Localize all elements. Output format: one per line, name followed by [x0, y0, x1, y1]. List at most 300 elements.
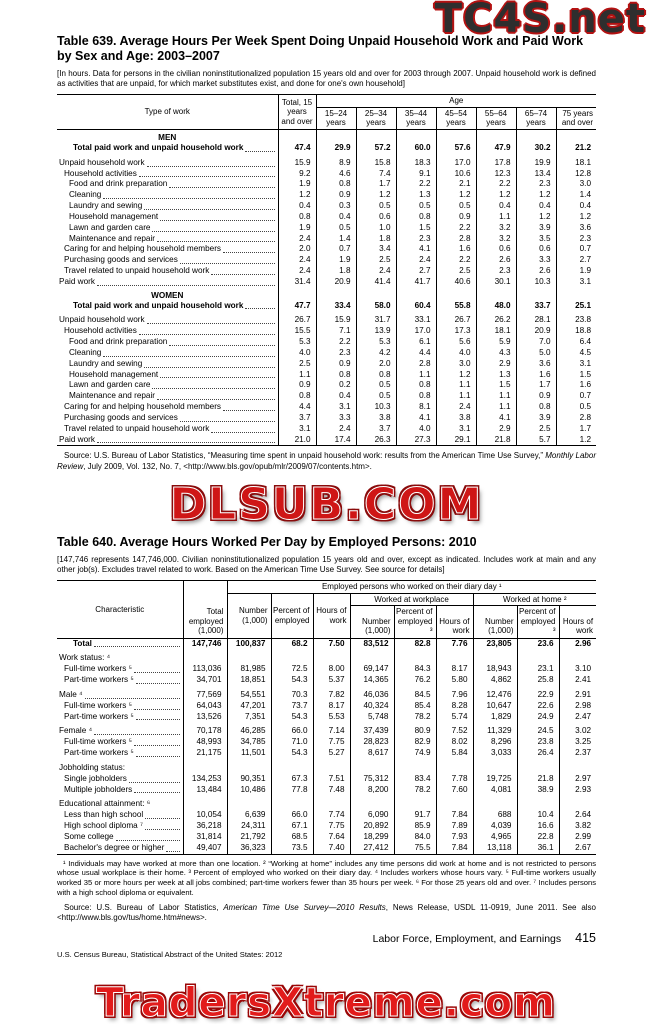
row-label-wrap [73, 301, 278, 312]
value-cell: 60.4 [396, 301, 436, 312]
value-cell: 2.2 [316, 337, 356, 348]
value-cell: 0.4 [516, 201, 556, 212]
value-cell: 77,569 [183, 686, 227, 701]
sex-heading: WOMEN [151, 290, 184, 300]
table-639 [57, 94, 596, 446]
table-639-title: Table 639. Average Hours Per Week Spent Doing Unpaid Household Work and Paid Work by Sex and Age: 2003–2007 [57, 34, 584, 63]
row-label-cell [57, 223, 278, 234]
row-label-wrap [73, 639, 183, 650]
value-cell: 37,439 [350, 722, 394, 737]
value-cell: 10.3 [356, 402, 396, 413]
value-cell: 19,725 [473, 774, 517, 785]
table-row [57, 380, 596, 391]
row-label-wrap [69, 391, 278, 402]
value-cell: 26.7 [436, 311, 476, 326]
value-cell: 31.4 [278, 277, 316, 288]
row-label-wrap [64, 326, 278, 337]
value-cell: 0.6 [516, 244, 556, 255]
row-label-cell [57, 701, 183, 712]
value-cell: 17.0 [396, 326, 436, 337]
page-footer [57, 931, 596, 945]
table-row [57, 810, 596, 821]
value-cell: 1.2 [436, 370, 476, 381]
value-cell: 47.7 [278, 301, 316, 312]
row-label: Part-time workers ⁵ [64, 711, 134, 721]
empty-cell [227, 649, 271, 664]
row-label-wrap [64, 843, 183, 854]
value-cell: 134,253 [183, 774, 227, 785]
sex-heading: MEN [158, 132, 177, 142]
value-cell: 2.64 [559, 810, 596, 821]
row-label-cell [57, 832, 183, 843]
total-employed-header: Total employed (1,000) [183, 580, 227, 638]
dot-leader [103, 198, 274, 199]
row-label: Less than high school [64, 810, 144, 820]
value-cell: 1.1 [436, 380, 476, 391]
dot-leader [169, 345, 274, 346]
value-cell: 1.2 [556, 435, 596, 446]
row-label-cell [57, 748, 183, 759]
row-label: Total paid work and unpaid household work [73, 300, 244, 310]
value-cell: 7.84 [436, 810, 473, 821]
row-label-cell [57, 359, 278, 370]
value-cell: 48,993 [183, 737, 227, 748]
value-cell: 1.5 [476, 380, 516, 391]
value-cell: 0.8 [278, 391, 316, 402]
value-cell: 33.1 [396, 311, 436, 326]
value-cell: 0.4 [316, 212, 356, 223]
empty-cell [278, 129, 316, 143]
value-cell: 23.1 [517, 664, 559, 675]
table-640 [57, 580, 596, 855]
value-cell: 7,351 [227, 712, 271, 723]
table-row [57, 244, 596, 255]
value-cell: 1.6 [436, 244, 476, 255]
home-percent-header: Percent of employed ³ [517, 606, 559, 638]
empty-cell [356, 129, 396, 143]
value-cell: 25.1 [556, 301, 596, 312]
row-label: Full-time workers ⁵ [64, 700, 132, 710]
row-label: Lawn and garden care [69, 380, 151, 390]
dot-leader [152, 388, 274, 389]
value-cell: 15.5 [278, 326, 316, 337]
value-cell: 0.5 [356, 380, 396, 391]
value-cell: 5.7 [516, 435, 556, 446]
age-col-header-75-over: 75 years and over [556, 108, 596, 130]
table-row [57, 266, 596, 277]
value-cell: 2.47 [559, 712, 596, 723]
row-label-cell [57, 843, 183, 854]
value-cell: 7.51 [313, 774, 350, 785]
value-cell: 78.2 [394, 785, 436, 796]
empty-cell [313, 649, 350, 664]
row-label: Full-time workers ⁵ [64, 737, 132, 747]
value-cell: 16.6 [517, 821, 559, 832]
value-cell: 1.8 [316, 266, 356, 277]
row-label-cell [57, 212, 278, 223]
row-label-cell [57, 435, 278, 446]
value-cell: 2.9 [476, 359, 516, 370]
value-cell: 26.3 [356, 435, 396, 446]
row-label-wrap [64, 785, 183, 796]
value-cell: 4.0 [278, 348, 316, 359]
value-cell: 18.1 [476, 326, 516, 337]
dot-leader [85, 698, 180, 699]
row-label: Maintenance and repair [69, 233, 156, 243]
table-row [57, 311, 596, 326]
row-label-wrap [64, 737, 183, 748]
value-cell: 22.8 [517, 832, 559, 843]
table-row [57, 154, 596, 169]
source-text: Source: U.S. Bureau of Labor Statistics, “Measuring time spent in unpaid household work: results from the American Time Use Survey,” [64, 451, 546, 461]
row-label: Cleaning [69, 190, 102, 200]
value-cell: 23,805 [473, 638, 517, 649]
sex-heading-row [57, 129, 596, 143]
row-label-wrap [64, 266, 278, 277]
value-cell: 2.93 [559, 785, 596, 796]
empty-cell [476, 288, 516, 301]
value-cell: 2.3 [316, 348, 356, 359]
value-cell: 64,043 [183, 701, 227, 712]
empty-cell [227, 759, 271, 774]
value-cell: 2.2 [476, 179, 516, 190]
value-cell: 31,814 [183, 832, 227, 843]
row-label-wrap [64, 774, 183, 785]
value-cell: 47.9 [476, 143, 516, 154]
table-row [57, 190, 596, 201]
value-cell: 18.3 [396, 154, 436, 169]
value-cell: 73.5 [271, 843, 313, 854]
value-cell: 2.1 [436, 179, 476, 190]
value-cell: 7.82 [313, 686, 350, 701]
row-label-cell [57, 686, 183, 701]
row-label-wrap [64, 664, 183, 675]
value-cell: 0.3 [316, 201, 356, 212]
value-cell: 28.1 [516, 311, 556, 326]
row-label-wrap [69, 201, 278, 212]
dot-leader [157, 399, 274, 400]
row-label-wrap [64, 832, 183, 843]
value-cell: 7.75 [313, 821, 350, 832]
table-row [57, 664, 596, 675]
value-cell: 21.8 [517, 774, 559, 785]
empty-cell [436, 129, 476, 143]
row-label-cell [57, 143, 278, 154]
empty-cell [517, 795, 559, 810]
value-cell: 1,829 [473, 712, 517, 723]
value-cell: 91.7 [394, 810, 436, 821]
value-cell: 7.14 [313, 722, 350, 737]
value-cell: 0.8 [516, 402, 556, 413]
number-header: Number (1,000) [227, 593, 271, 638]
value-cell: 2.4 [278, 234, 316, 245]
row-label-wrap [69, 212, 278, 223]
value-cell: 54.3 [271, 748, 313, 759]
watermark-dlsub: DLSUB.COM [169, 478, 484, 530]
table-row [57, 435, 596, 446]
row-label: Some college [64, 831, 114, 841]
table-639-header-row-1 [57, 95, 596, 108]
characteristic-header: Characteristic [57, 580, 183, 638]
value-cell: 0.8 [316, 179, 356, 190]
value-cell: 8,200 [350, 785, 394, 796]
value-cell: 0.8 [278, 212, 316, 223]
value-cell: 7.1 [316, 326, 356, 337]
value-cell: 30.2 [516, 143, 556, 154]
value-cell: 1.3 [396, 190, 436, 201]
watermark-tc4s: TC4S.net [434, 0, 646, 42]
value-cell: 0.4 [316, 391, 356, 402]
value-cell: 2.8 [556, 413, 596, 424]
value-cell: 18.1 [556, 154, 596, 169]
value-cell: 7.93 [436, 832, 473, 843]
value-cell: 19.9 [516, 154, 556, 169]
row-label: Male ⁴ [59, 689, 83, 699]
value-cell: 54.3 [271, 712, 313, 723]
row-label-wrap [69, 348, 278, 359]
value-cell: 3.1 [556, 277, 596, 288]
row-label-cell [57, 664, 183, 675]
value-cell: 84.0 [394, 832, 436, 843]
value-cell: 1.5 [556, 370, 596, 381]
empty-cell [394, 759, 436, 774]
value-cell: 3.3 [316, 413, 356, 424]
empty-cell [396, 129, 436, 143]
value-cell: 2.96 [559, 638, 596, 649]
row-label: Part-time workers ⁵ [64, 748, 134, 758]
value-cell: 8,296 [473, 737, 517, 748]
row-label-wrap [59, 726, 183, 737]
row-label-wrap [69, 370, 278, 381]
table-row [57, 774, 596, 785]
empty-cell [436, 649, 473, 664]
empty-cell [227, 795, 271, 810]
row-label-cell [57, 266, 278, 277]
value-cell: 6.1 [396, 337, 436, 348]
value-cell: 5.27 [313, 748, 350, 759]
value-cell: 21,792 [227, 832, 271, 843]
value-cell: 69,147 [350, 664, 394, 675]
table-row [57, 348, 596, 359]
age-col-header-65-74: 65–74 years [516, 108, 556, 130]
empty-cell [396, 288, 436, 301]
value-cell: 54,551 [227, 686, 271, 701]
row-label: Unpaid household work [59, 157, 145, 167]
value-cell: 8.17 [313, 701, 350, 712]
dot-leader [211, 432, 274, 433]
dot-leader [223, 410, 274, 411]
value-cell: 3.0 [436, 359, 476, 370]
dot-leader [223, 252, 274, 253]
age-col-header-45-54: 45–54 years [436, 108, 476, 130]
value-cell: 72.5 [271, 664, 313, 675]
row-label: Part-time workers ⁵ [64, 675, 134, 685]
row-label-cell [57, 774, 183, 785]
value-cell: 68.5 [271, 832, 313, 843]
value-cell: 3.25 [559, 737, 596, 748]
value-cell: 2.41 [559, 675, 596, 686]
empty-cell [473, 795, 517, 810]
value-cell: 0.7 [556, 391, 596, 402]
value-cell: 47.4 [278, 143, 316, 154]
table-row [57, 179, 596, 190]
type-of-work-header: Type of work [57, 95, 278, 130]
value-cell: 2.0 [356, 359, 396, 370]
value-cell: 4.5 [556, 348, 596, 359]
value-cell: 2.5 [516, 424, 556, 435]
value-cell: 2.4 [436, 402, 476, 413]
value-cell: 1.0 [356, 223, 396, 234]
value-cell: 41.4 [356, 277, 396, 288]
value-cell: 5,748 [350, 712, 394, 723]
workplace-hours-header: Hours of work [436, 606, 473, 638]
empty-cell [271, 795, 313, 810]
value-cell: 23.8 [556, 311, 596, 326]
row-label-cell [57, 169, 278, 180]
value-cell: 6.4 [556, 337, 596, 348]
value-cell: 1.2 [278, 190, 316, 201]
empty-cell [316, 288, 356, 301]
value-cell: 21.0 [278, 435, 316, 446]
value-cell: 12,476 [473, 686, 517, 701]
value-cell: 1.2 [476, 190, 516, 201]
value-cell: 2.7 [556, 255, 596, 266]
row-label-cell [57, 712, 183, 723]
value-cell: 30.1 [476, 277, 516, 288]
value-cell: 4,039 [473, 821, 517, 832]
value-cell: 1.7 [556, 424, 596, 435]
value-cell: 1.6 [556, 380, 596, 391]
empty-cell [271, 759, 313, 774]
value-cell: 0.6 [356, 212, 396, 223]
value-cell: 84.5 [394, 686, 436, 701]
source-text-end: , News Release, USDL 11-0919, June 2011. See also <http://www.bls.gov/tus/home.htm#news>. [57, 902, 597, 923]
section-row [57, 649, 596, 664]
value-cell: 113,036 [183, 664, 227, 675]
dot-leader [134, 709, 180, 710]
value-cell: 8.1 [396, 402, 436, 413]
value-cell: 3.10 [559, 664, 596, 675]
value-cell: 40.6 [436, 277, 476, 288]
row-label: Travel related to unpaid household work [64, 265, 210, 275]
value-cell: 20.9 [516, 326, 556, 337]
value-cell: 20,892 [350, 821, 394, 832]
value-cell: 2.4 [396, 255, 436, 266]
value-cell: 11,501 [227, 748, 271, 759]
value-cell: 17.8 [476, 154, 516, 169]
value-cell: 1.1 [278, 370, 316, 381]
row-label-wrap [59, 690, 183, 701]
row-label-cell [57, 737, 183, 748]
value-cell: 2.67 [559, 843, 596, 854]
table-row [57, 785, 596, 796]
row-label-wrap [59, 435, 278, 446]
dot-leader [160, 220, 274, 221]
value-cell: 1.9 [278, 223, 316, 234]
source-text-end: , July 2009, Vol. 132, No. 7, <http://www.bls.gov/opub/mlr/2009/07/contents.htm>. [83, 461, 372, 471]
table-row [57, 402, 596, 413]
age-col-header-15-24: 15–24 years [316, 108, 356, 130]
dot-leader [134, 745, 180, 746]
dot-leader [144, 209, 274, 210]
value-cell: 1.1 [436, 391, 476, 402]
row-label-cell [57, 413, 278, 424]
row-label: Single jobholders [64, 773, 127, 783]
value-cell: 3.82 [559, 821, 596, 832]
table-row [57, 277, 596, 288]
row-label: Purchasing goods and services [64, 255, 178, 265]
empty-cell [517, 759, 559, 774]
value-cell: 36,218 [183, 821, 227, 832]
value-cell: 68.2 [271, 638, 313, 649]
value-cell: 2.7 [396, 266, 436, 277]
value-cell: 90,351 [227, 774, 271, 785]
value-cell: 3.2 [476, 234, 516, 245]
table-row [57, 843, 596, 854]
value-cell: 5.0 [516, 348, 556, 359]
value-cell: 0.2 [316, 380, 356, 391]
row-label-cell [57, 244, 278, 255]
row-label-wrap [69, 380, 278, 391]
value-cell: 1.4 [316, 234, 356, 245]
row-label: Travel related to unpaid household work [64, 423, 210, 433]
row-label: Household activities [64, 326, 137, 336]
value-cell: 10,054 [183, 810, 227, 821]
value-cell: 66.0 [271, 810, 313, 821]
row-label: Maintenance and repair [69, 391, 156, 401]
table-row [57, 821, 596, 832]
value-cell: 0.6 [476, 244, 516, 255]
dot-leader [245, 308, 274, 309]
value-cell: 7.74 [313, 810, 350, 821]
total-15-and-over-header: Total, 15 years and over [278, 95, 316, 130]
row-label: Household management [69, 211, 159, 221]
value-cell: 3.02 [559, 722, 596, 737]
value-cell: 13.4 [516, 169, 556, 180]
dot-leader [169, 187, 274, 188]
value-cell: 11,329 [473, 722, 517, 737]
value-cell: 688 [473, 810, 517, 821]
age-col-header-25-34: 25–34 years [356, 108, 396, 130]
empty-cell [473, 649, 517, 664]
table-row [57, 234, 596, 245]
row-label: Food and drink preparation [69, 179, 168, 189]
value-cell: 34,785 [227, 737, 271, 748]
dot-leader [157, 241, 274, 242]
dot-leader [129, 782, 180, 783]
footer-bureau-line: U.S. Census Bureau, Statistical Abstract of the United States: 2012 [57, 950, 283, 960]
source-text: Source: U.S. Bureau of Labor Statistics, [64, 902, 224, 912]
value-cell: 55.8 [436, 301, 476, 312]
value-cell: 3.4 [356, 244, 396, 255]
value-cell: 1.6 [516, 370, 556, 381]
value-cell: 4.6 [316, 169, 356, 180]
empty-cell [436, 759, 473, 774]
empty-cell [436, 288, 476, 301]
value-cell: 3.7 [356, 424, 396, 435]
row-label: Total paid work and unpaid household work [73, 142, 244, 152]
value-cell: 8,617 [350, 748, 394, 759]
value-cell: 46,285 [227, 722, 271, 737]
row-label-cell [57, 154, 278, 169]
value-cell: 73.7 [271, 701, 313, 712]
value-cell: 8.9 [316, 154, 356, 169]
value-cell: 0.5 [316, 223, 356, 234]
row-label-wrap [64, 810, 183, 821]
row-label-wrap [64, 424, 278, 435]
value-cell: 14,365 [350, 675, 394, 686]
row-label-wrap [64, 244, 278, 255]
